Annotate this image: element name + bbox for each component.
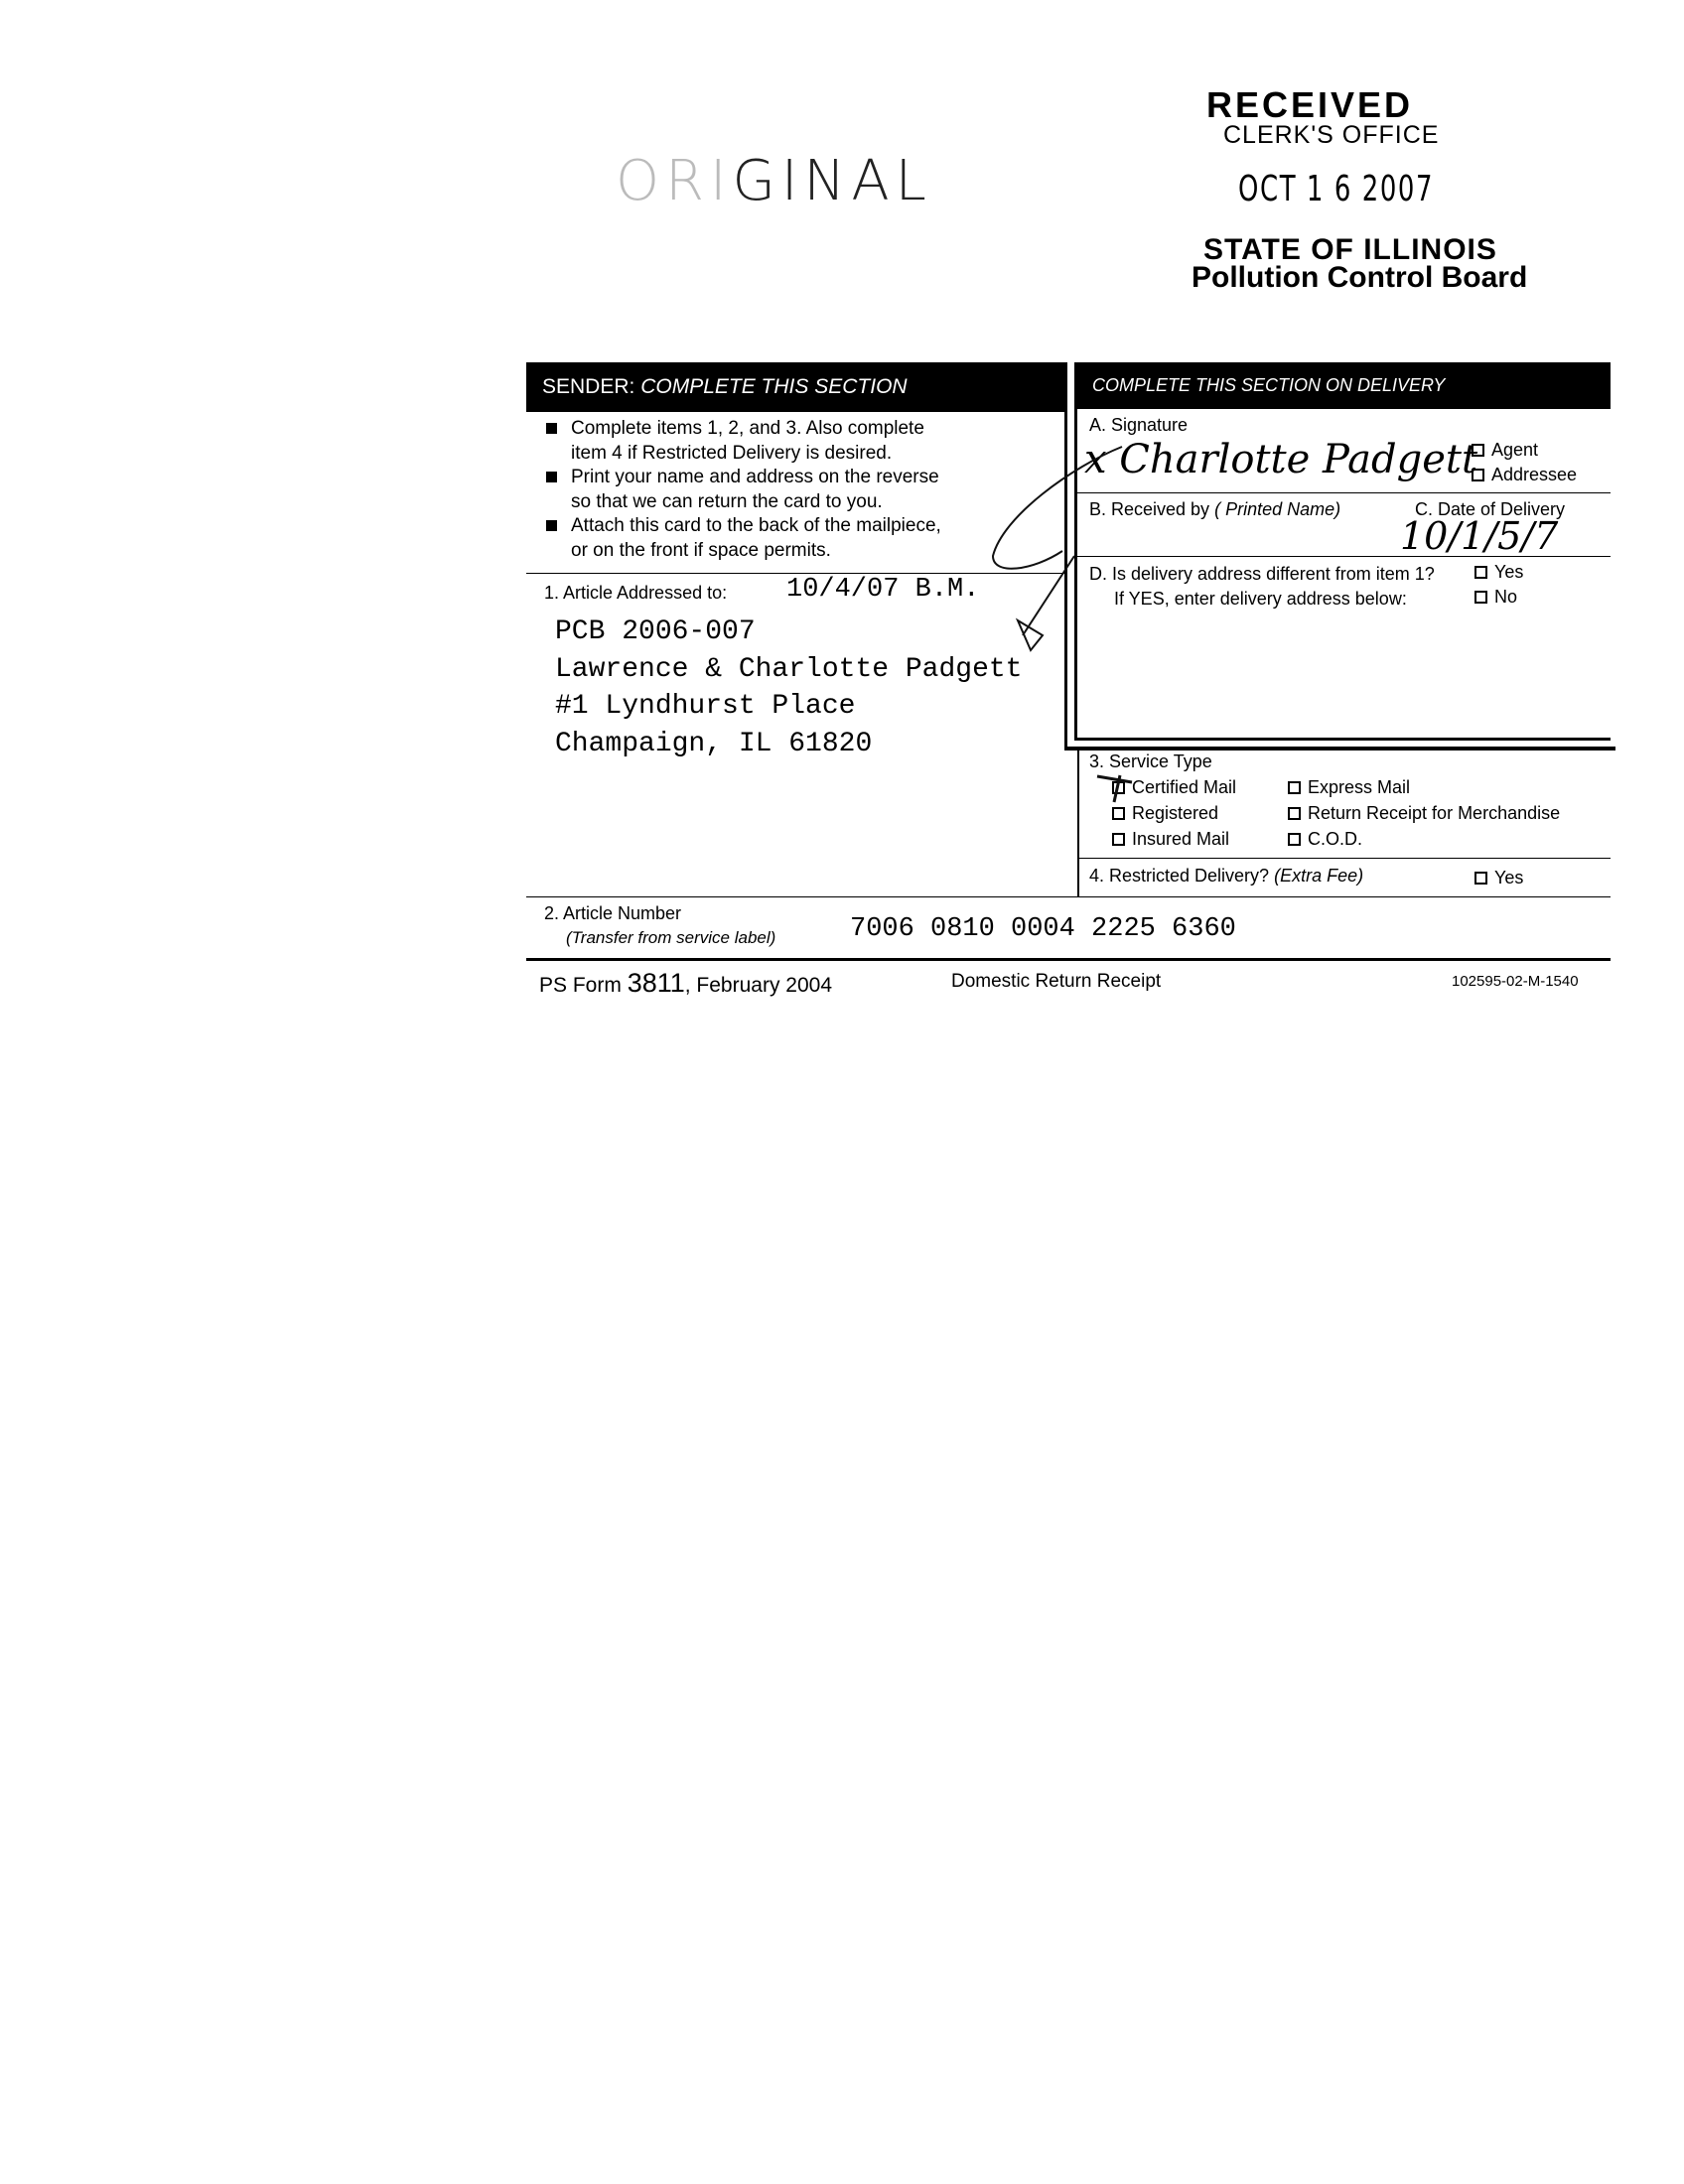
handwritten-note: 10/4/07 B.M. bbox=[786, 575, 980, 605]
stamp-board: Pollution Control Board bbox=[1192, 261, 1528, 294]
restricted-yes-label: Yes bbox=[1494, 868, 1524, 887]
service-option-label: Certified Mail bbox=[1132, 777, 1237, 797]
service-option-label: C.O.D. bbox=[1308, 829, 1363, 849]
delivery-date-handwritten: 10/1/5/7 bbox=[1400, 514, 1559, 558]
address-line: PCB 2006-007 bbox=[555, 616, 756, 647]
instruction-line: Complete items 1, 2, and 3. Also complete bbox=[571, 418, 924, 439]
service-option-label: Return Receipt for Merchandise bbox=[1308, 803, 1561, 823]
addressee-label: Addressee bbox=[1491, 465, 1578, 484]
pen-stroke bbox=[1023, 556, 1074, 635]
date-of-delivery-label: C. Date of Delivery bbox=[1415, 499, 1566, 519]
delivery-address-question: D. Is delivery address different from item 1? bbox=[1089, 564, 1435, 584]
instruction-line: so that we can return the card to you. bbox=[571, 490, 883, 512]
printed-name-hint: ( Printed Name) bbox=[1214, 499, 1341, 519]
instruction-line: item 4 if Restricted Delivery is desired. bbox=[571, 442, 893, 464]
no-label: No bbox=[1494, 587, 1518, 607]
service-type-label: 3. Service Type bbox=[1089, 751, 1212, 771]
article-number-hint: (Transfer from service label) bbox=[566, 928, 776, 947]
service-option-label: Express Mail bbox=[1308, 777, 1411, 797]
pen-stroke bbox=[1097, 776, 1132, 782]
service-option-label: Registered bbox=[1132, 803, 1219, 823]
form-number: 3811 bbox=[627, 968, 685, 998]
clerks-office: CLERK'S OFFICE bbox=[1223, 121, 1440, 149]
instruction-line: or on the front if space permits. bbox=[571, 539, 831, 561]
address-line: #1 Lyndhurst Place bbox=[555, 691, 856, 722]
form-title: Domestic Return Receipt bbox=[951, 971, 1162, 992]
original-stamp-faded: ORI bbox=[616, 149, 733, 213]
signature-label: A. Signature bbox=[1089, 415, 1189, 435]
delivery-header: COMPLETE THIS SECTION ON DELIVERY bbox=[1074, 362, 1611, 409]
pen-stroke bbox=[993, 447, 1122, 569]
article-addressed-label: 1. Article Addressed to: bbox=[544, 583, 728, 603]
service-option-label: Insured Mail bbox=[1132, 829, 1230, 849]
original-stamp-main: GINAL bbox=[732, 149, 932, 213]
article-number-label: 2. Article Number bbox=[544, 903, 682, 923]
extra-fee-hint: (Extra Fee) bbox=[1274, 866, 1364, 886]
received-by-text: B. Received by bbox=[1089, 499, 1210, 519]
sender-header-italic: COMPLETE THIS SECTION bbox=[640, 375, 908, 398]
form-code: 102595-02-M-1540 bbox=[1452, 973, 1579, 990]
address-line: Lawrence & Charlotte Padgett bbox=[555, 653, 1023, 685]
form-date: , February 2004 bbox=[684, 974, 833, 997]
address-line: Champaign, IL 61820 bbox=[555, 728, 873, 759]
instruction-line: Attach this card to the back of the mailpiece, bbox=[571, 515, 941, 536]
instruction-line: Print your name and address on the reverse bbox=[571, 467, 939, 487]
signature: x Charlotte Padgett bbox=[1084, 437, 1478, 482]
delivery-address-hint: If YES, enter delivery address below: bbox=[1114, 589, 1407, 609]
stamp-state: STATE OF ILLINOIS bbox=[1203, 233, 1497, 266]
article-number: 7006 0810 0004 2225 6360 bbox=[850, 914, 1236, 944]
form-prefix: PS Form bbox=[539, 974, 622, 997]
restricted-delivery-text: 4. Restricted Delivery? bbox=[1089, 866, 1270, 886]
received-stamp: RECEIVED bbox=[1206, 84, 1414, 125]
stamp-date: OCT 1 6 2007 bbox=[1238, 169, 1435, 209]
agent-label: Agent bbox=[1491, 440, 1539, 460]
sender-header-bold: SENDER: bbox=[542, 375, 635, 398]
yes-label: Yes bbox=[1494, 562, 1524, 582]
